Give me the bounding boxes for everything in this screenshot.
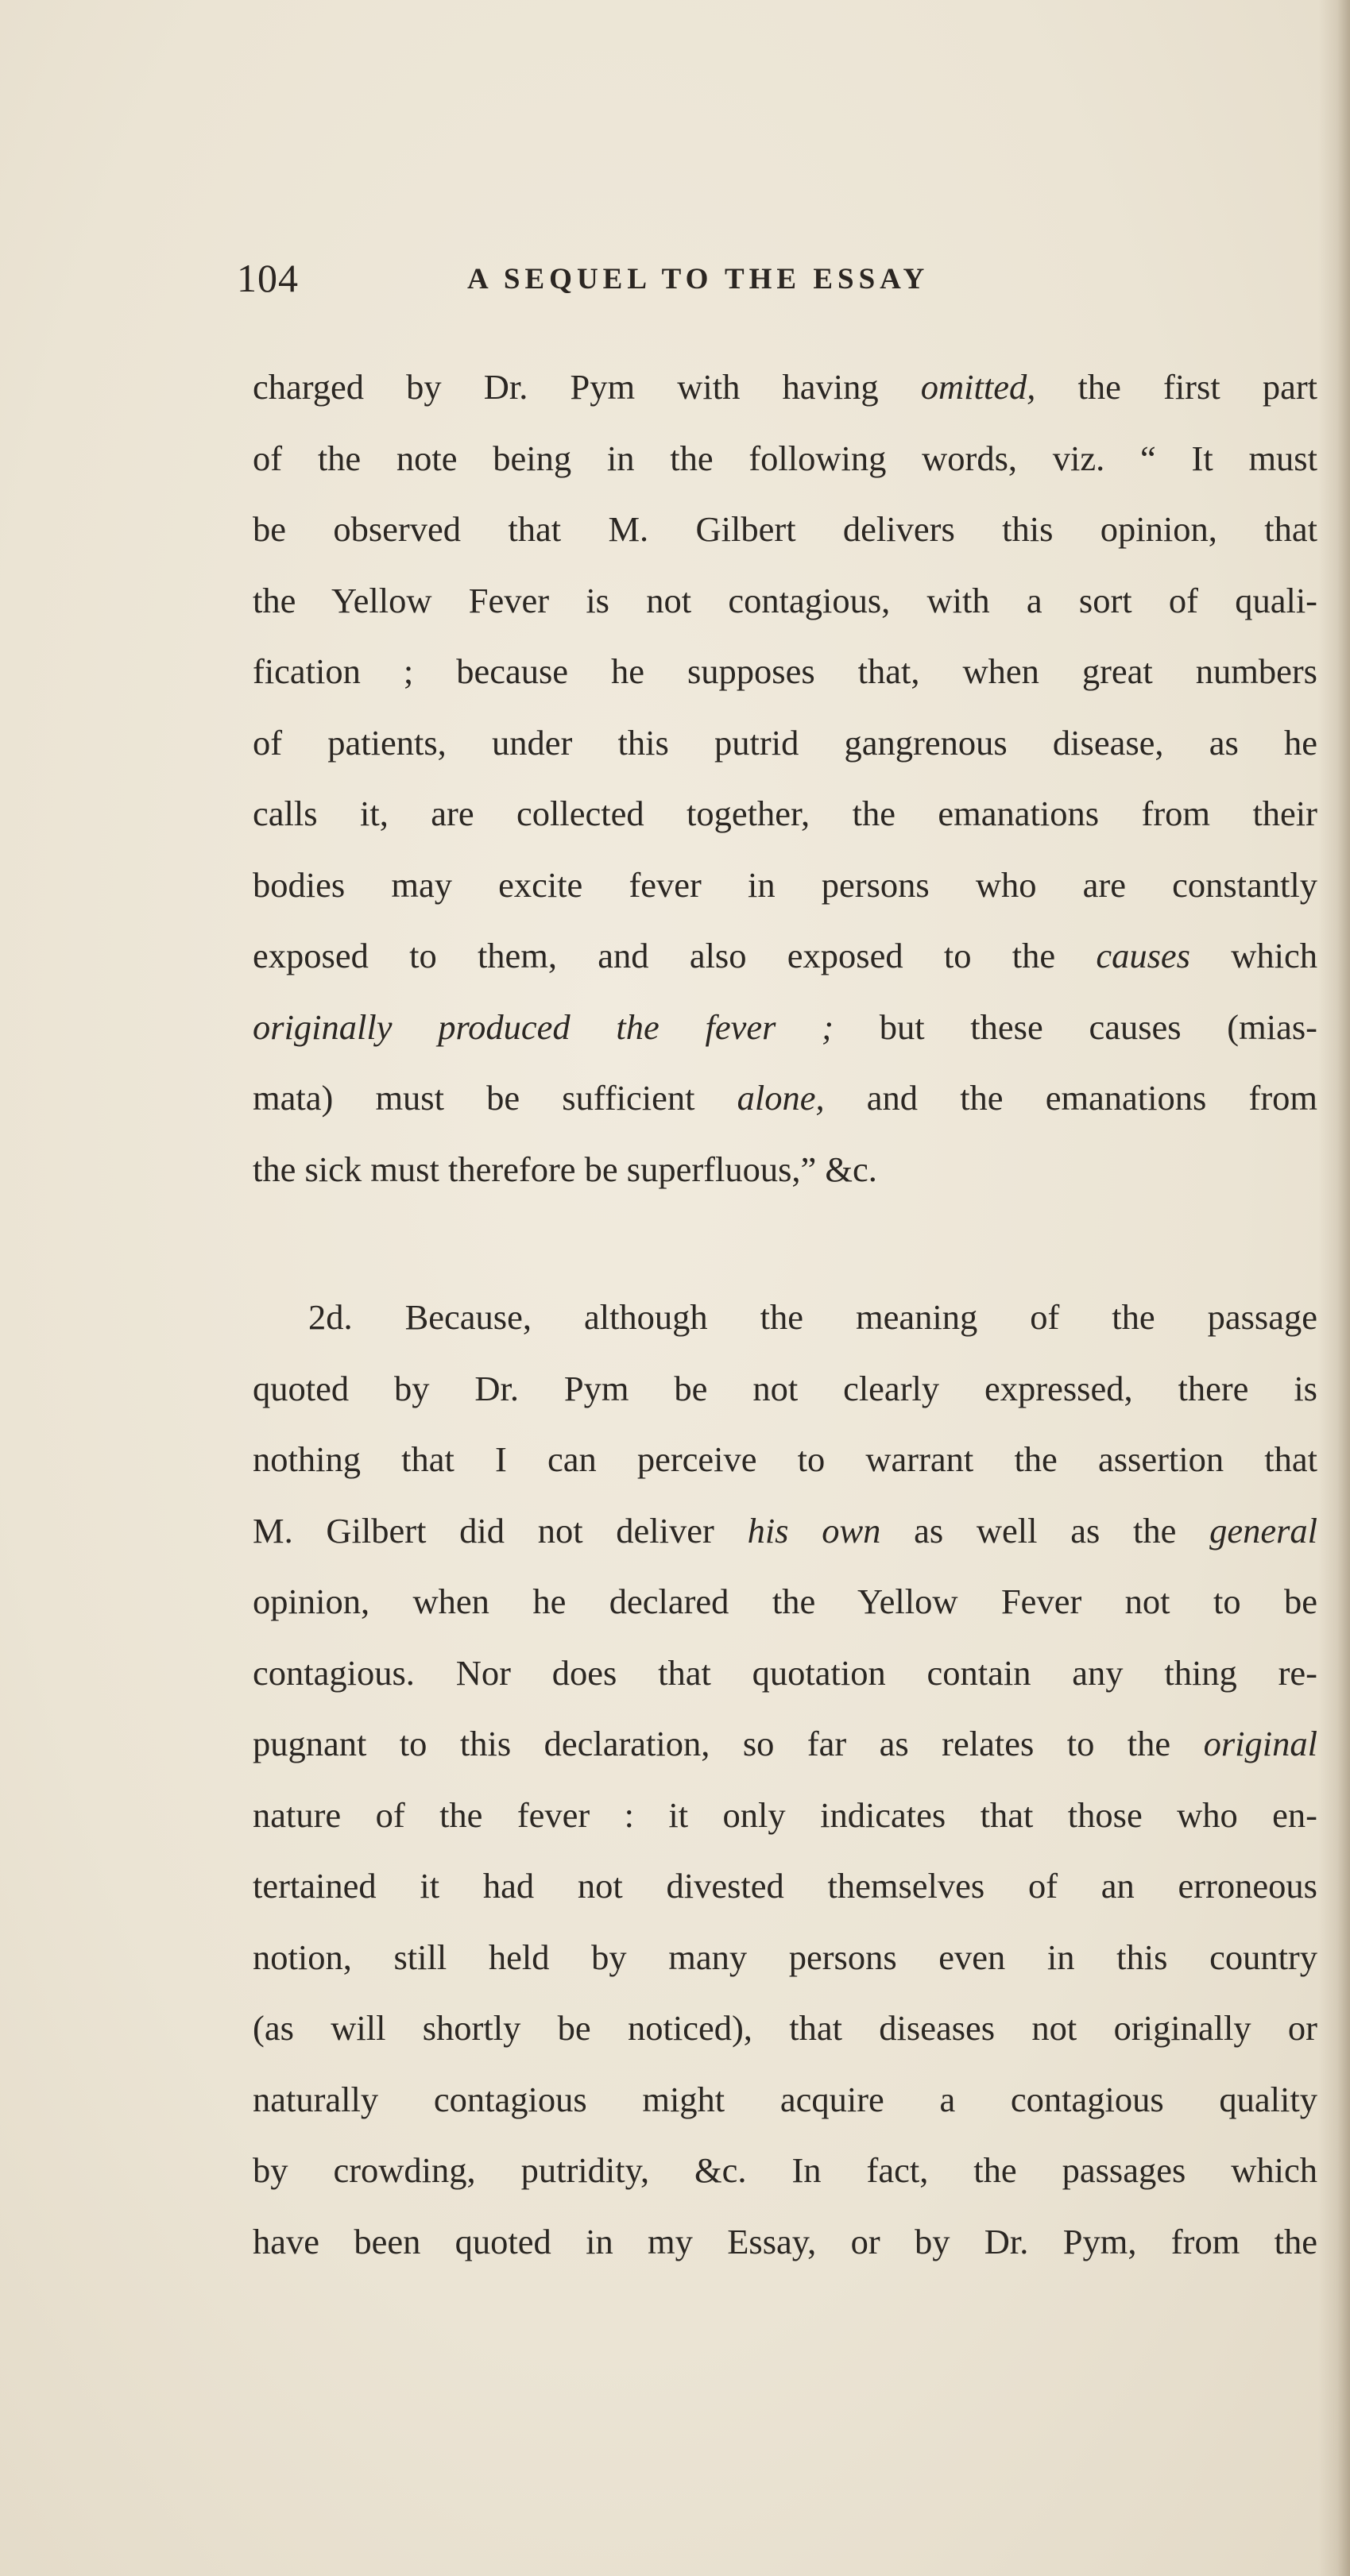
text-line: mata) must be sufficient alone, and the emanations from <box>253 1078 1317 1118</box>
page-edge-shadow <box>1318 0 1350 2576</box>
text-line: opinion, when he declared the Yellow Fever not to be <box>253 1582 1317 1621</box>
text-line: fication ; because he supposes that, when great numbers <box>253 651 1317 691</box>
page-header <box>237 254 1317 302</box>
text-line: contagious. Nor does that quotation contain any thing re- <box>253 1652 1317 1693</box>
text-line: calls it, are collected together, the emanations from their <box>253 794 1317 833</box>
text-line: M. Gilbert did not deliver his own as well as the general <box>253 1510 1317 1551</box>
text-line: nature of the fever : it only indicates that those who en- <box>253 1794 1317 1835</box>
text-line: naturally contagious might acquire a contagious quality <box>253 2079 1317 2119</box>
text-line: the Yellow Fever is not contagious, with a sort of quali- <box>253 580 1317 620</box>
body-text <box>253 352 1317 2277</box>
page-number: 104 <box>237 256 299 300</box>
text-line: exposed to them, and also exposed to the causes which <box>253 936 1317 975</box>
paragraph-gap <box>253 1205 1317 1282</box>
text-line: (as will shortly be noticed), that diseases not originally or <box>253 2008 1317 2048</box>
text-line: bodies may excite fever in persons who are constantly <box>253 864 1317 905</box>
text-line: be observed that M. Gilbert delivers this opinion, that <box>253 509 1317 549</box>
running-head: A SEQUEL TO THE ESSAY <box>467 263 930 295</box>
text-line: of patients, under this putrid gangrenous disease, as he <box>253 722 1317 763</box>
text-line: notion, still held by many persons even in this country <box>253 1937 1317 1977</box>
text-line: 2d. Because, although the meaning of the passage <box>308 1297 1317 1337</box>
text-line: nothing that I can perceive to warrant the assertion that <box>253 1439 1317 1479</box>
text-line: the sick must therefore be superfluous,” &c. <box>253 1149 877 1189</box>
text-line: charged by Dr. Pym with having omitted, the first part <box>253 367 1317 407</box>
text-line: by crowding, putridity, &c. In fact, the passages which <box>253 2150 1317 2190</box>
text-line: quoted by Dr. Pym be not clearly expressed, there is <box>253 1368 1317 1408</box>
text-line: tertained it had not divested themselves of an erroneous <box>253 1866 1317 1906</box>
text-line: have been quoted in my Essay, or by Dr. Pym, from the <box>253 2221 1317 2261</box>
text-line: of the note being in the following words, viz. “ It must <box>253 438 1317 478</box>
text-line: originally produced the fever ; but these causes (mias- <box>253 1006 1317 1047</box>
text-line: pugnant to this declaration, so far as relates to the original <box>253 1724 1317 1763</box>
